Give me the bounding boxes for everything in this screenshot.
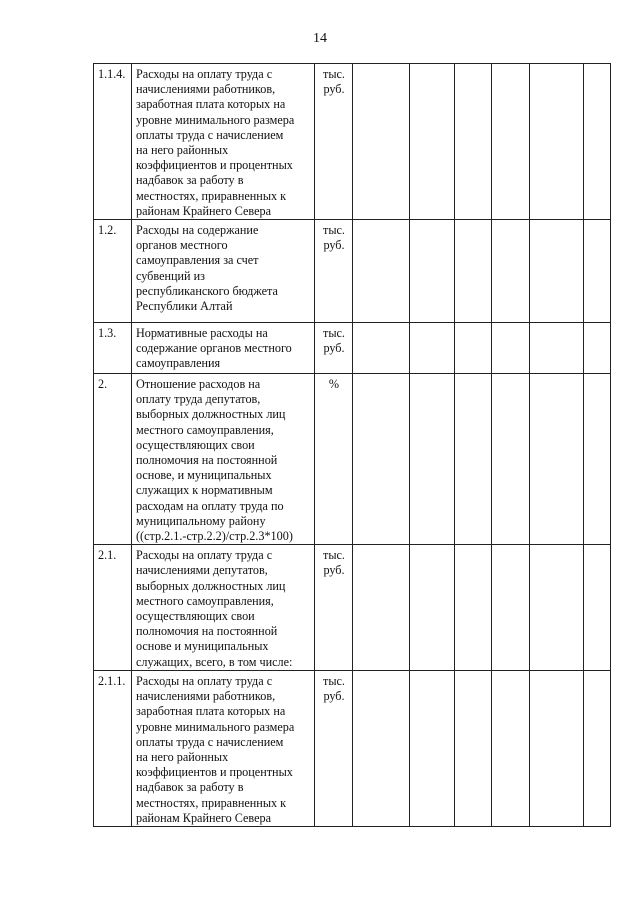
- value-cell: [530, 545, 584, 671]
- row-description: Расходы на оплату труда с начислениями депутатов, выборных должностных лиц местного самоуправления, осуществляющих свои полномочия на постоянной основе и муниципальных служащих, всего, в том числе:: [132, 545, 315, 671]
- value-cell: [584, 220, 611, 323]
- value-cell: [455, 670, 492, 826]
- value-cell: [584, 670, 611, 826]
- value-cell: [455, 374, 492, 545]
- table-row: [94, 670, 611, 826]
- page-number: 14: [313, 31, 327, 46]
- value-cell: [530, 323, 584, 374]
- row-description: Расходы на оплату труда с начислениями работников, заработная плата которых на уровне минимального размера оплаты труда с начислением на него районных коэффициентов и процентных надбавок за работу в местностях, приравненных к районам Крайнего Севера: [132, 670, 315, 826]
- value-cell: [353, 64, 410, 220]
- value-cell: [353, 545, 410, 671]
- row-number: 2.: [94, 374, 132, 545]
- table-row: [94, 374, 611, 545]
- value-cell: [584, 374, 611, 545]
- report-table: [93, 63, 611, 827]
- row-number: 1.1.4.: [94, 64, 132, 220]
- table-row: [94, 323, 611, 374]
- row-number: 1.2.: [94, 220, 132, 323]
- value-cell: [530, 670, 584, 826]
- value-cell: [584, 323, 611, 374]
- value-cell: [410, 220, 455, 323]
- value-cell: [492, 220, 530, 323]
- table-row: [94, 64, 611, 220]
- row-description: Расходы на содержание органов местного самоуправления за счет субвенций из республиканского бюджета Республики Алтай: [132, 220, 315, 323]
- value-cell: [455, 323, 492, 374]
- value-cell: [530, 220, 584, 323]
- value-cell: [530, 374, 584, 545]
- value-cell: [492, 545, 530, 671]
- row-number: 1.3.: [94, 323, 132, 374]
- row-unit: тыс. руб.: [315, 323, 353, 374]
- value-cell: [353, 323, 410, 374]
- value-cell: [492, 64, 530, 220]
- value-cell: [584, 64, 611, 220]
- row-number: 2.1.1.: [94, 670, 132, 826]
- value-cell: [492, 323, 530, 374]
- value-cell: [353, 670, 410, 826]
- value-cell: [410, 64, 455, 220]
- value-cell: [455, 545, 492, 671]
- row-unit: тыс. руб.: [315, 220, 353, 323]
- value-cell: [410, 670, 455, 826]
- row-unit: тыс. руб.: [315, 545, 353, 671]
- row-unit: тыс. руб.: [315, 64, 353, 220]
- table-row: [94, 220, 611, 323]
- value-cell: [410, 545, 455, 671]
- value-cell: [455, 64, 492, 220]
- value-cell: [584, 545, 611, 671]
- row-unit: %: [315, 374, 353, 545]
- value-cell: [353, 374, 410, 545]
- value-cell: [410, 374, 455, 545]
- value-cell: [455, 220, 492, 323]
- value-cell: [530, 64, 584, 220]
- row-description: Отношение расходов на оплату труда депутатов, выборных должностных лиц местного самоуправления, осуществляющих свои полномочия на постоянной основе, и муниципальных служащих к нормативным расходам на оплату труда по муниципальному району ((стр.2.1.-стр.2.2)/стр.2.3*100): [132, 374, 315, 545]
- value-cell: [492, 374, 530, 545]
- row-description: Нормативные расходы на содержание органов местного самоуправления: [132, 323, 315, 374]
- value-cell: [492, 670, 530, 826]
- row-unit: тыс. руб.: [315, 670, 353, 826]
- value-cell: [410, 323, 455, 374]
- table-row: [94, 545, 611, 671]
- row-number: 2.1.: [94, 545, 132, 671]
- value-cell: [353, 220, 410, 323]
- row-description: Расходы на оплату труда с начислениями работников, заработная плата которых на уровне минимального размера оплаты труда с начислением на него районных коэффициентов и процентных надбавок за работу в местностях, приравненных к районам Крайнего Севера: [132, 64, 315, 220]
